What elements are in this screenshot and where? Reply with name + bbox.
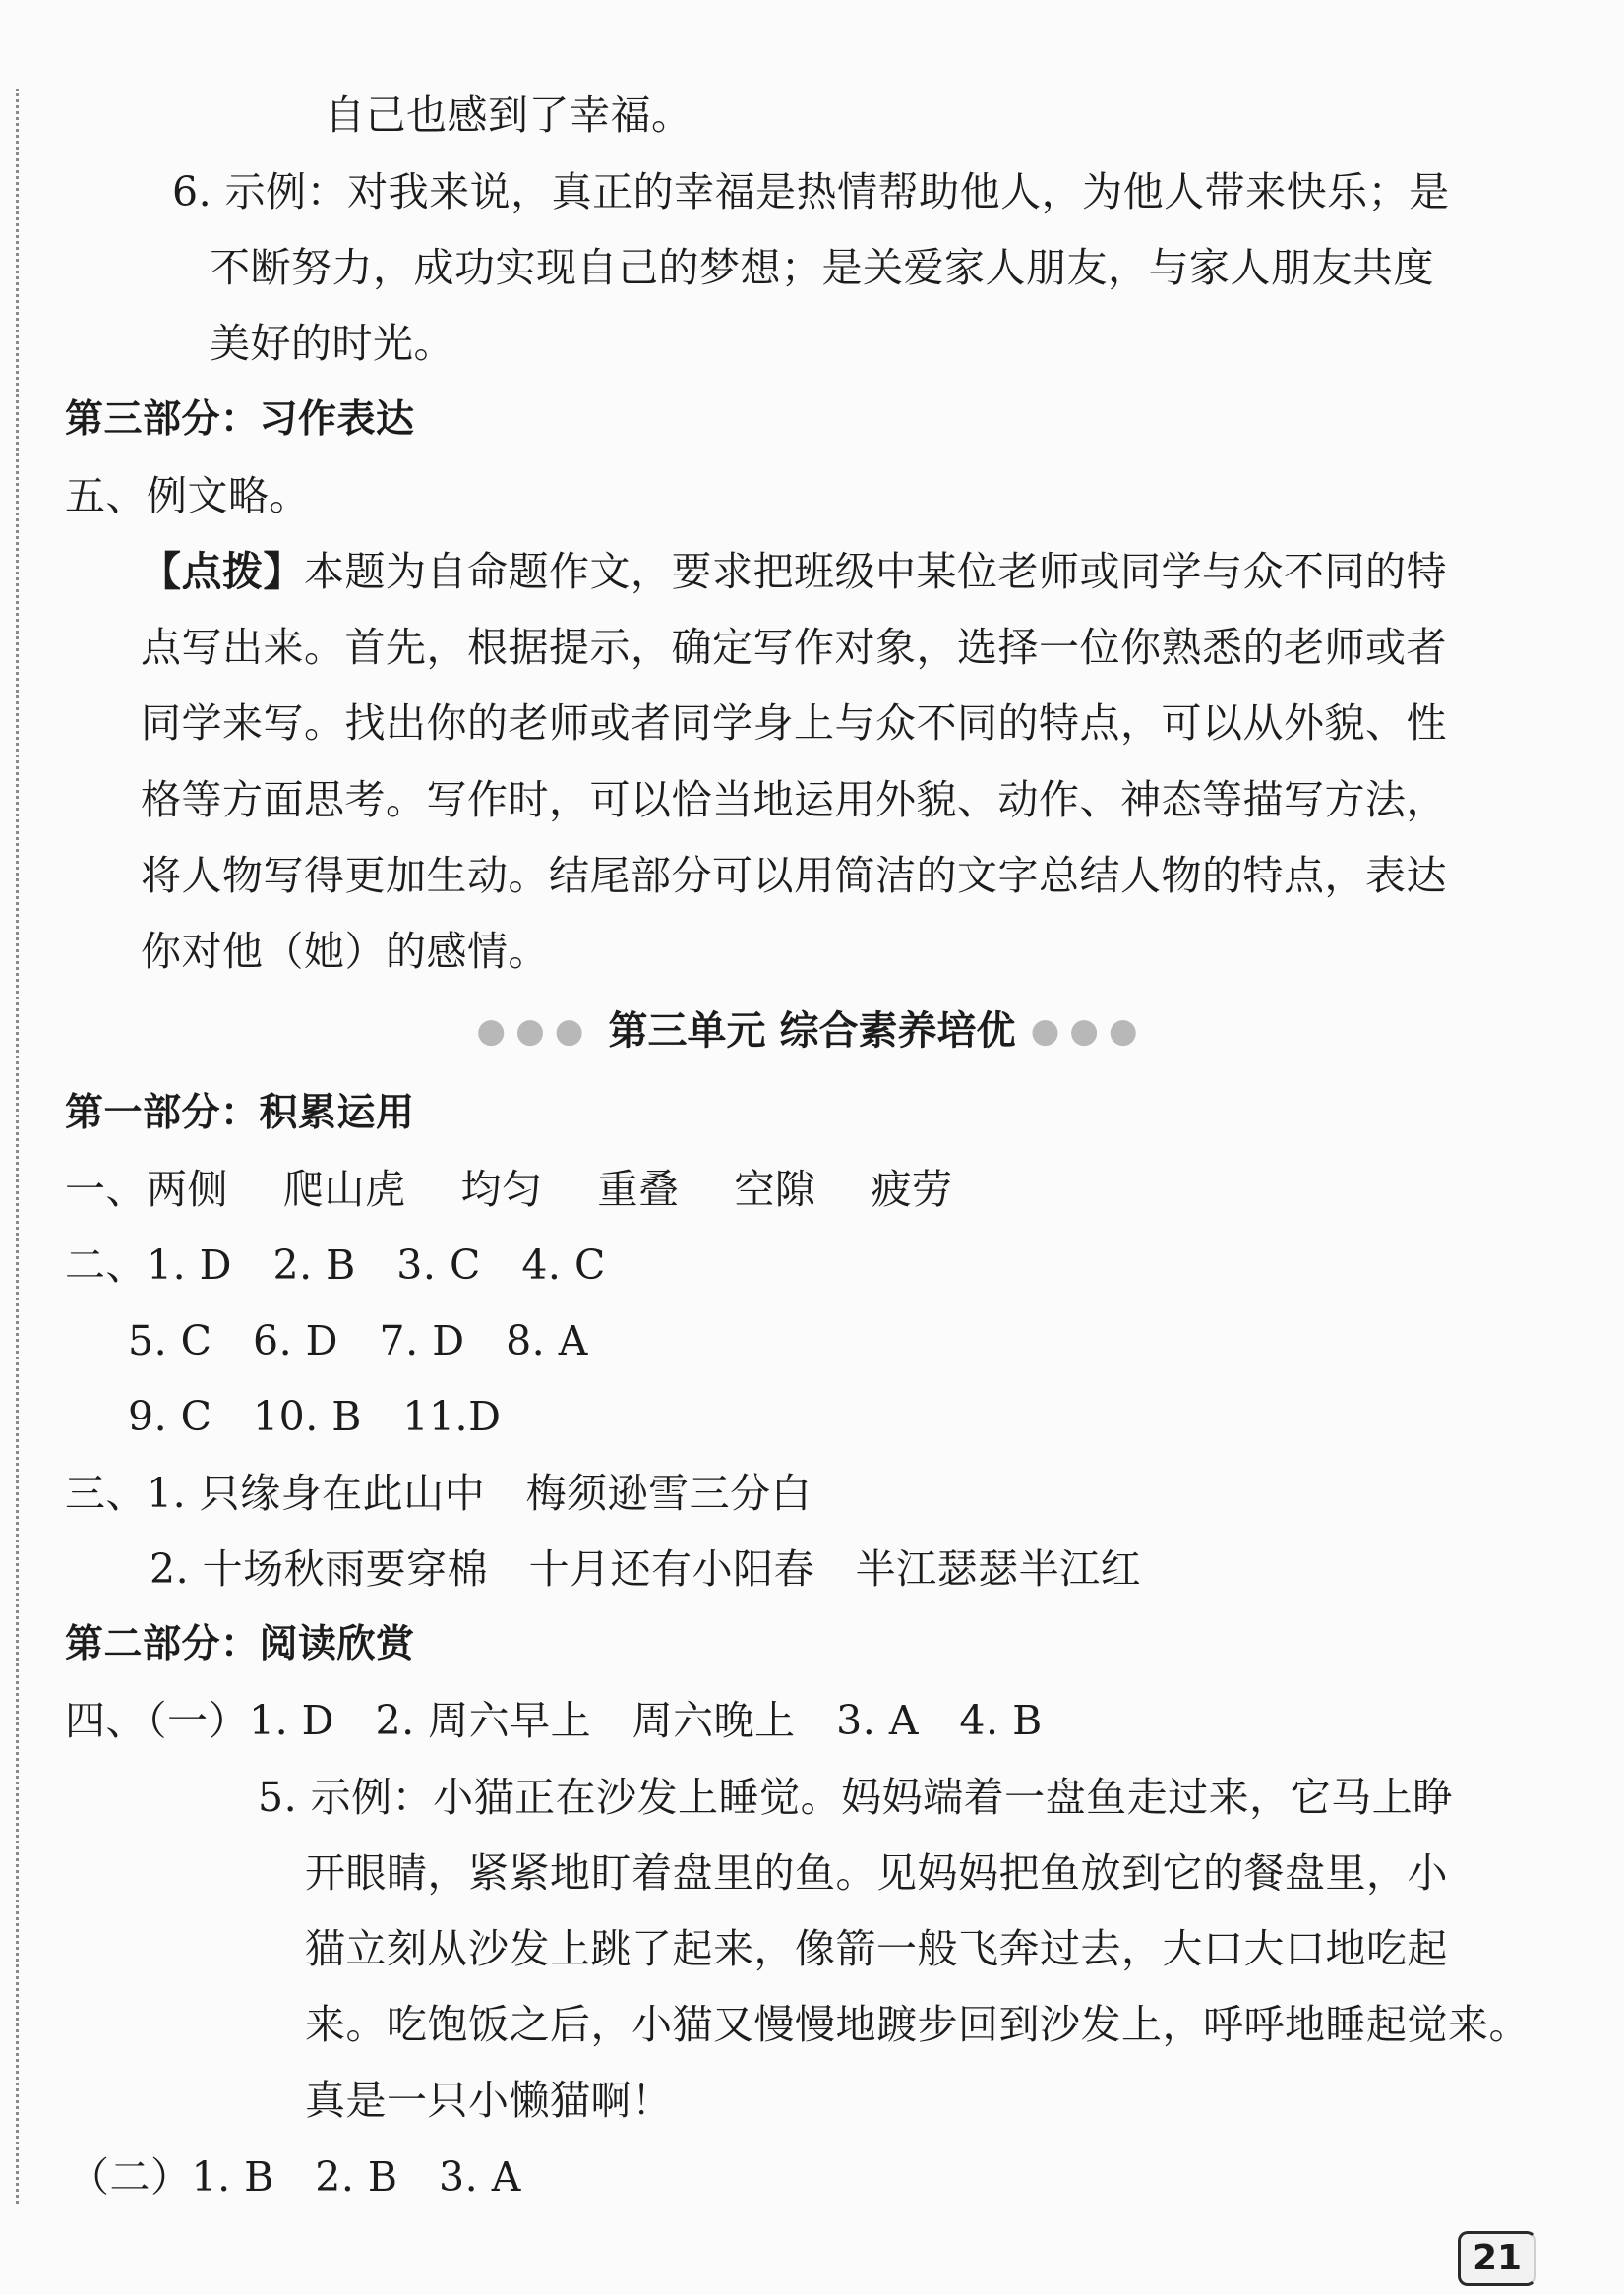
text-line: 真是一只小懒猫啊！ [305,2077,673,2124]
text-line: 5. 示例：小猫正在沙发上睡觉。妈妈端着一盘鱼走过来，它马上睁 [258,1774,1454,1821]
word: 均匀 [460,1166,543,1213]
word: 重叠 [597,1166,680,1213]
text-line: 同学来写。找出你的老师或者同学身上与众不同的特点，可以从外貌、性 [141,699,1447,747]
text-line: 来。吃饱饭之后，小猫又慢慢地踱步回到沙发上，呼呼地睡起觉来。 [305,2001,1530,2048]
answer-line: 二、1. D 2. B 3. C 4. C [65,1241,606,1289]
text-line: 将人物写得更加生动。结尾部分可以用简洁的文字总结人物的特点，表达 [141,852,1447,899]
unit-title-text: 第三单元 综合素养培优 [608,1008,1016,1054]
answer-line: 四、（一）1. D 2. 周六早上 周六晚上 3. A 4. B [65,1697,1043,1744]
text-line: 美好的时光。 [210,320,454,367]
answer-line: 9. C 10. B 11.D [128,1393,502,1440]
text-line: 自己也感到了幸福。 [325,91,692,139]
decorative-dots-left: ●●● [476,1011,594,1051]
text-line: 开眼睛，紧紧地盯着盘里的鱼。见妈妈把鱼放到它的餐盘里，小 [305,1849,1448,1897]
section-heading: 第三部分：习作表达 [65,397,415,442]
page-number: 21 [1458,2231,1536,2286]
unit-title [0,1001,1624,1060]
decorative-dots-right: ●●● [1030,1011,1148,1051]
word: 爬山虎 [283,1166,406,1213]
text-line: 你对他（她）的感情。 [141,928,549,975]
text-line: 不断努力，成功实现自己的梦想；是关爱家人朋友，与家人朋友共度 [210,244,1434,291]
section-heading: 第二部分：阅读欣赏 [65,1622,415,1666]
word: 疲劳 [871,1166,953,1213]
word: 两侧 [147,1166,228,1213]
answer-line: （二）1. B 2. B 3. A [69,2153,521,2201]
hint-tag: 【点拨】 [141,548,304,595]
hint-paragraph-first-line [141,545,1447,598]
section-heading: 第一部分：积累运用 [65,1091,415,1135]
hint-text: 本题为自命题作文，要求把班级中某位老师或同学与众不同的特 [304,548,1447,595]
text-line: 点写出来。首先，根据提示，确定写作对象，选择一位你熟悉的老师或者 [141,624,1447,671]
text-line: 格等方面思考。写作时，可以恰当地运用外貌、动作、神态等描写方法， [141,776,1447,823]
text-line: 五、例文略。 [65,472,310,519]
text-line: 猫立刻从沙发上跳了起来，像箭一般飞奔过去，大口大口地吃起 [305,1925,1448,1972]
word: 空隙 [734,1166,816,1213]
binding-margin-dotted-line [16,89,19,2204]
answer-line: 5. C 6. D 7. D 8. A [128,1317,588,1364]
item-number: 一、 [65,1166,147,1213]
word-list-line [65,1163,953,1216]
answer-line: 2. 十场秋雨要穿棉 十月还有小阳春 半江瑟瑟半江红 [150,1545,1142,1593]
text-line: 6. 示例：对我来说，真正的幸福是热情帮助他人，为他人带来快乐；是 [172,168,1450,215]
answer-line: 三、1. 只缘身在此山中 梅须逊雪三分白 [65,1470,812,1517]
